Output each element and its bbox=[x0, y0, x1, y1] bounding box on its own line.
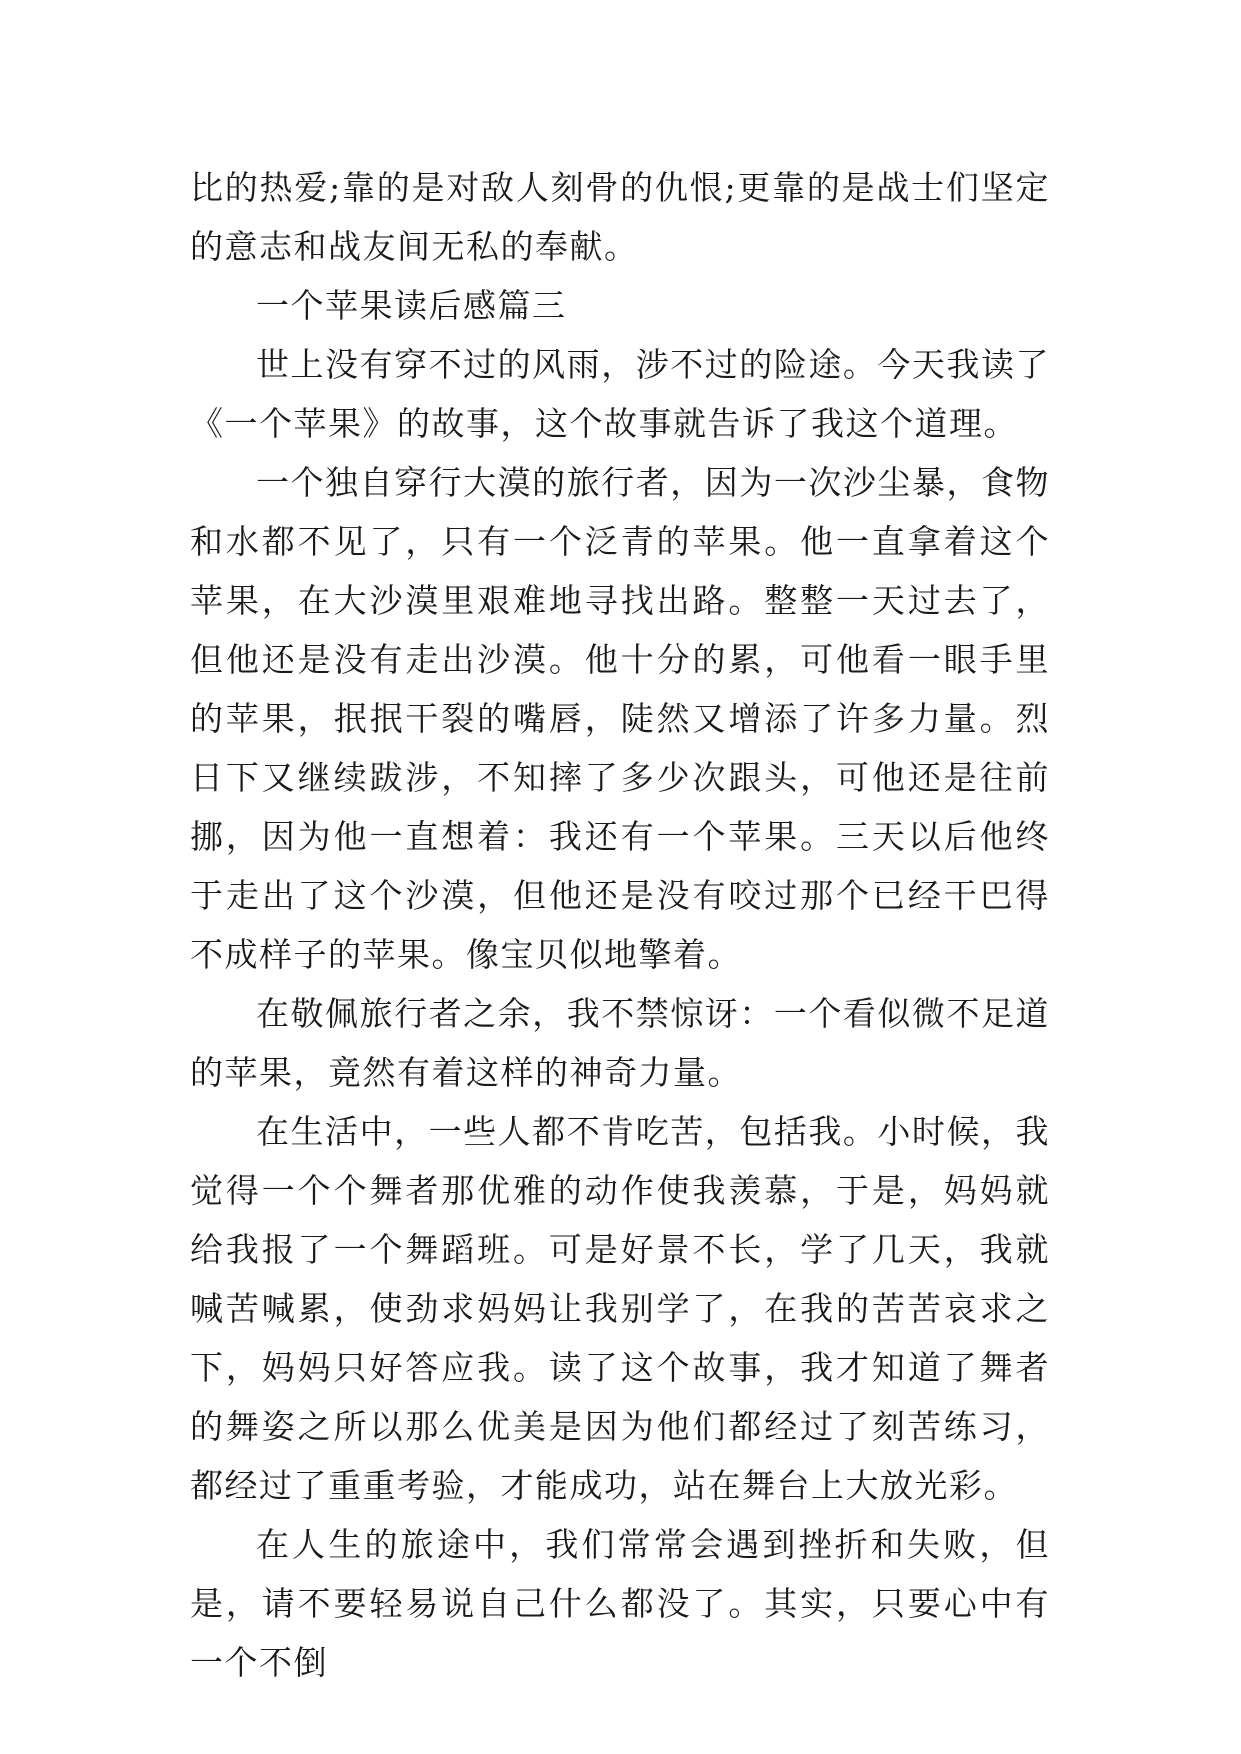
paragraph-conclusion: 在人生的旅途中，我们常常会遇到挫折和失败，但是，请不要轻易说自己什么都没了。其实，只要心中有一个不倒 bbox=[190, 1525, 1050, 1682]
document-body bbox=[190, 158, 1050, 1692]
section-heading: 一个苹果读后感篇三 bbox=[256, 286, 567, 325]
paragraph-continuation: 比的热爱;靠的是对敌人刻骨的仇恨;更靠的是战士们坚定的意志和战友间无私的奉献。 bbox=[190, 168, 1050, 266]
paragraph-reflection: 在敬佩旅行者之余，我不禁惊讶：一个看似微不足道的苹果，竟然有着这样的神奇力量。 bbox=[190, 994, 1050, 1092]
paragraph-story: 一个独自穿行大漠的旅行者，因为一次沙尘暴，食物和水都不见了，只有一个泛青的苹果。他一直拿着这个苹果，在大沙漠里艰难地寻找出路。整整一天过去了，但他还是没有走出沙漠。他十分的累，可他看一眼手里的苹果，抿抿干裂的嘴唇，陡然又增添了许多力量。烈日下又继续跋涉，不知摔了多少次跟头，可他还是往前挪，因为他一直想着：我还有一个苹果。三天以后他终于走出了这个沙漠，但他还是没有咬过那个已经干巴得不成样子的苹果。像宝贝似地擎着。 bbox=[190, 463, 1050, 974]
paragraph-personal: 在生活中，一些人都不肯吃苦，包括我。小时候，我觉得一个个舞者那优雅的动作使我羡慕，于是，妈妈就给我报了一个舞蹈班。可是好景不长，学了几天，我就喊苦喊累，使劲求妈妈让我别学了，在我的苦苦哀求之下，妈妈只好答应我。读了这个故事，我才知道了舞者的舞姿之所以那么优美是因为他们都经过了刻苦练习，都经过了重重考验，才能成功，站在舞台上大放光彩。 bbox=[190, 1112, 1050, 1505]
paragraph-intro: 世上没有穿不过的风雨，涉不过的险途。今天我读了《一个苹果》的故事，这个故事就告诉了我这个道理。 bbox=[190, 345, 1050, 443]
